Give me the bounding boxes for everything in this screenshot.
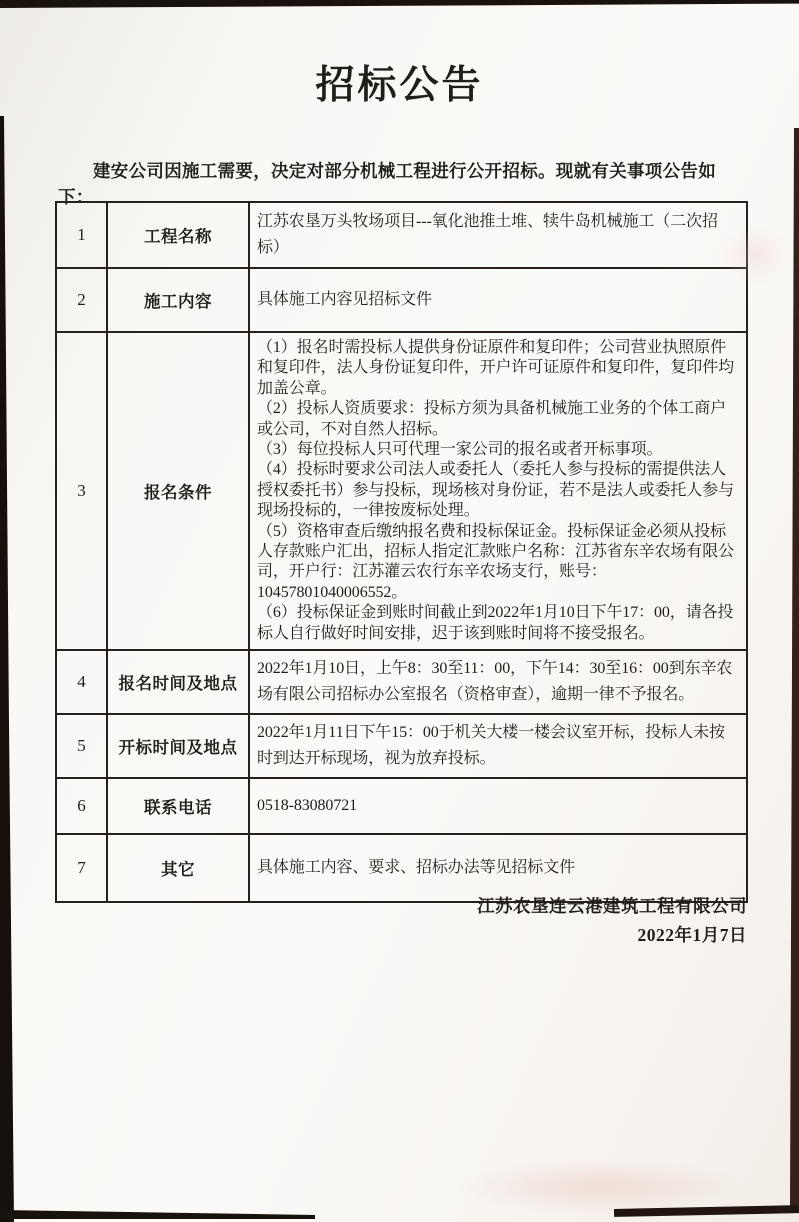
row-label: 开标时间及地点 bbox=[107, 714, 249, 778]
content-paragraph: （5）资格审查后缴纳报名费和投标保证金。投标保证金必须从投标人存款账户汇出，招标人指定汇款账户名称：江苏省东辛农场有限公司，开户行：江苏灌云农行东辛农场支行，账号：10457801040006552。 bbox=[257, 522, 735, 601]
row-label: 施工内容 bbox=[107, 268, 249, 332]
scan-edge-bottom-left bbox=[0, 1210, 315, 1219]
content-paragraph: 2022年1月11日下午15：00于机关大楼一楼会议室开标，投标人未按时到达开标现场，视为放弃投标。 bbox=[257, 724, 725, 768]
announcement-table bbox=[55, 201, 748, 903]
content-paragraph: 江苏农垦万头牧场项目---氧化池推土堆、犊牛岛机械施工（二次招标） bbox=[257, 213, 718, 256]
row-label: 联系电话 bbox=[107, 778, 249, 834]
table-row bbox=[56, 202, 747, 268]
announcement-table-body bbox=[56, 202, 747, 902]
scan-edge-top bbox=[0, 0, 799, 8]
row-number: 3 bbox=[56, 332, 107, 650]
content-paragraph: （6）投标保证金到账时间截止到2022年1月10日下午17：00，请各投标人自行做好时间安排，迟于该到账时间将不接受报名。 bbox=[257, 604, 734, 642]
row-content-cell bbox=[249, 650, 747, 714]
row-content-cell bbox=[249, 268, 747, 332]
table-row bbox=[56, 268, 747, 332]
row-label: 其它 bbox=[107, 834, 249, 902]
row-number: 5 bbox=[56, 714, 107, 778]
table-row bbox=[56, 778, 747, 834]
table-row bbox=[56, 650, 747, 714]
table-row bbox=[56, 714, 747, 778]
row-number: 6 bbox=[56, 778, 107, 834]
content-paragraph: （1）报名时需投标人提供身份证原件和复印件；公司营业执照原件和复印件，法人身份证复印件，开户许可证原件和复印件，复印件均加盖公章。 bbox=[257, 339, 735, 397]
row-label: 报名条件 bbox=[107, 332, 249, 650]
page-title: 招标公告 bbox=[315, 64, 484, 107]
signature-block bbox=[477, 892, 747, 950]
scan-edge-left bbox=[0, 116, 16, 1222]
table-row bbox=[56, 332, 747, 650]
row-label: 工程名称 bbox=[107, 202, 249, 268]
content-paragraph: （4）投标时要求公司法人或委托人（委托人参与投标的需提供法人授权委托书）参与投标，现场核对身份证，若不是法人或委托人参与现场投标的，一律按废标处理。 bbox=[257, 461, 735, 520]
content-paragraph: （2）投标人资质要求：投标方须为具备机械施工业务的个体工商户或公司，不对自然人招标。 bbox=[257, 400, 727, 438]
scan-edge-bottom-right bbox=[614, 1205, 799, 1217]
row-number: 1 bbox=[56, 202, 107, 268]
content-paragraph: （3）每位投标人只可代理一家公司的报名或者开标事项。 bbox=[257, 441, 663, 459]
intro-paragraph: 建安公司因施工需要，决定对部分机械工程进行公开招标。现就有关事项公告如下： bbox=[58, 161, 716, 207]
company-name: 江苏农垦连云港建筑工程有限公司 bbox=[477, 896, 747, 916]
content-paragraph: 2022年1月10日，上午8：30至11：00，下午14：30至16：00到东辛农场有限公司招标办公室报名（资格审查），逾期一律不予报名。 bbox=[257, 660, 733, 704]
announcement-date: 2022年1月7日 bbox=[637, 925, 747, 945]
row-content-cell bbox=[249, 332, 747, 650]
row-number: 4 bbox=[56, 650, 107, 714]
row-content-cell bbox=[249, 714, 747, 778]
row-content-cell bbox=[249, 202, 747, 268]
row-number: 7 bbox=[56, 834, 107, 902]
row-label: 报名时间及地点 bbox=[107, 650, 249, 714]
row-content-cell bbox=[249, 778, 747, 834]
content-paragraph: 0518-83080721 bbox=[257, 797, 358, 815]
content-paragraph: 具体施工内容见招标文件 bbox=[257, 291, 432, 308]
content-paragraph: 具体施工内容、要求、招标办法等见招标文件 bbox=[257, 859, 576, 877]
scan-edge-right bbox=[789, 128, 799, 1206]
row-number: 2 bbox=[56, 268, 107, 332]
